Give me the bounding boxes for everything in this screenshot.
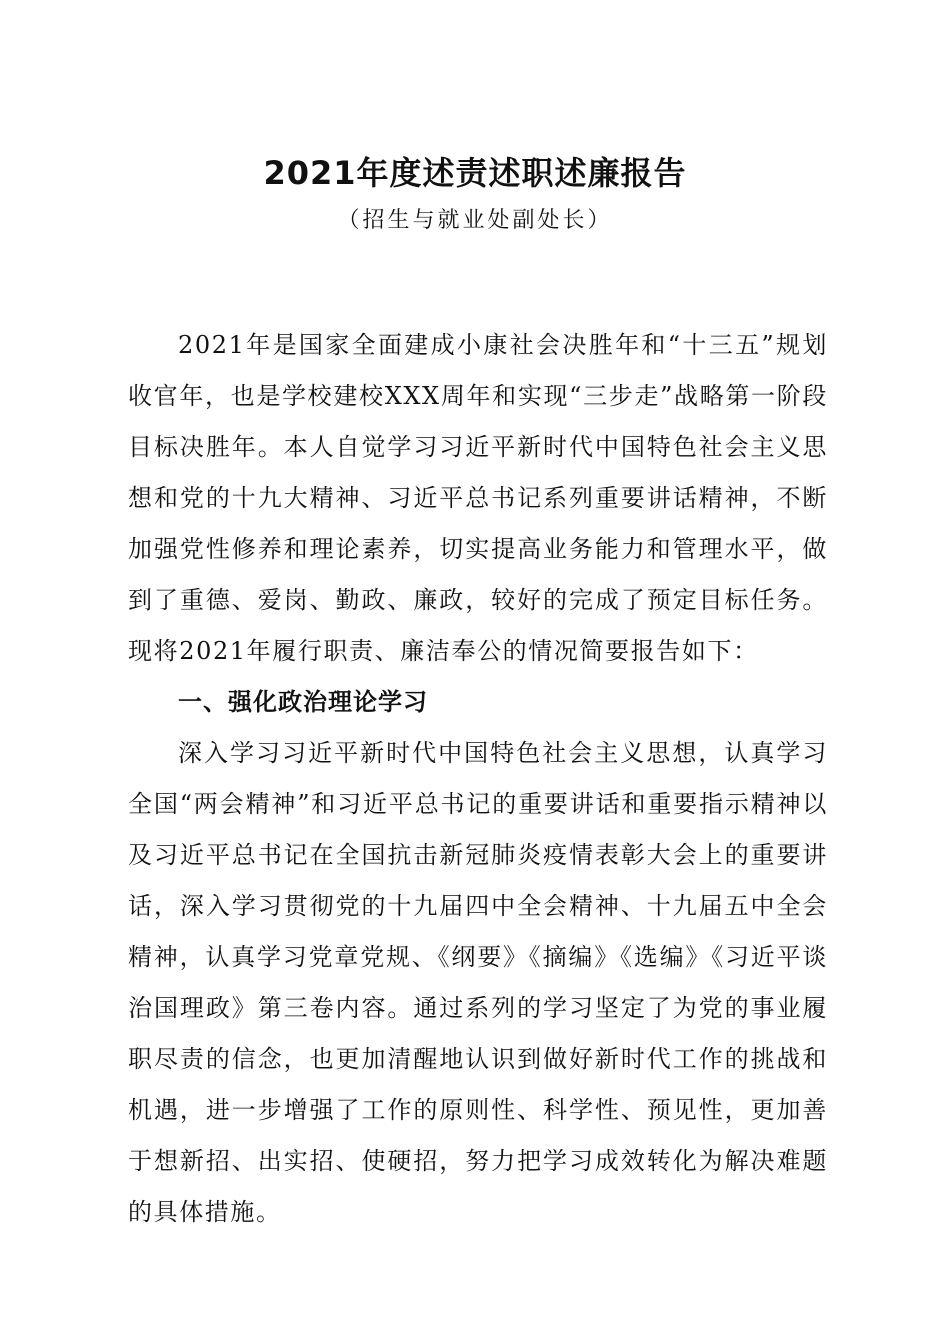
document-body xyxy=(128,320,828,1238)
section-paragraph: 深入学习习近平新时代中国特色社会主义思想，认真学习全国“两会精神”和习近平总书记的重要讲话和重要指示精神以及习近平总书记在全国抗击新冠肺炎疫情表彰大会上的重要讲话，深入学习贯彻党的十九届四中全会精神、十九届五中全会精神，认真学习党章党规、《纲要》《摘编》《选编》《习近平谈治国理政》第三卷内容。通过系列的学习坚定了为党的事业履职尽责的信念，也更加清醒地认识到做好新时代工作的挑战和机遇，进一步增强了工作的原则性、科学性、预见性，更加善于想新招、出实招、使硬招，努力把学习成效转化为解决难题的具体措施。 xyxy=(128,739,828,1226)
section-heading: 一、强化政治理论学习 xyxy=(178,688,428,716)
document-subtitle: （招生与就业处副处长） xyxy=(337,208,613,233)
document-title: 2021年度述责述职述廉报告 xyxy=(263,154,687,192)
intro-paragraph: 2021年是国家全面建成小康社会决胜年和“十三五”规划收官年，也是学校建校XXX周年和实现“三步走”战略第一阶段目标决胜年。本人自觉学习习近平新时代中国特色社会主义思想和党的十九大精神、习近平总书记系列重要讲话精神，不断加强党性修养和理论素养，切实提高业务能力和管理水平，做到了重德、爱岗、勤政、廉政，较好的完成了预定目标任务。现将2021年履行职责、廉洁奉公的情况简要报告如下： xyxy=(128,331,828,665)
